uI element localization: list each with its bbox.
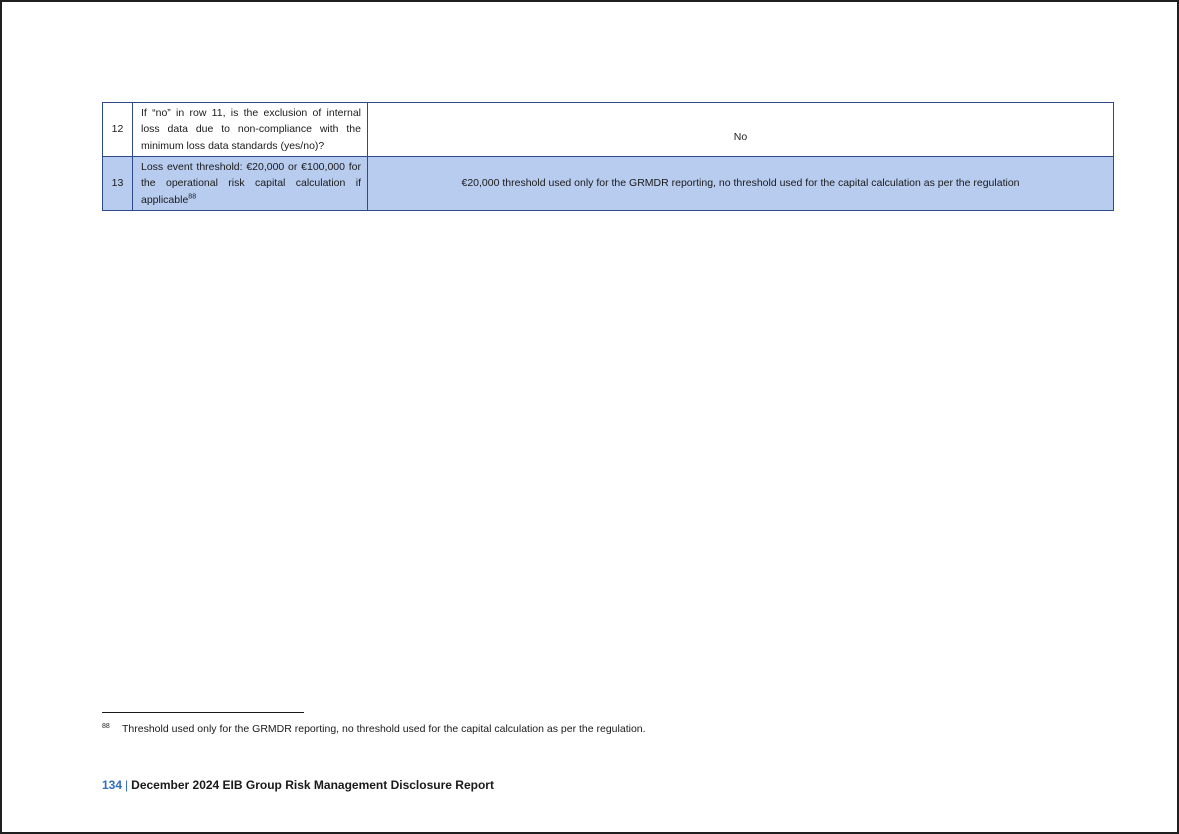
footnote-divider: [102, 712, 304, 713]
page-number: 134: [102, 778, 123, 792]
report-title: December 2024 EIB Group Risk Management Disclosure Report: [131, 778, 494, 792]
row-answer: No: [368, 103, 1114, 157]
footnote-reference: 88: [188, 193, 197, 201]
row-question-text: Loss event threshold: €20,000 or €100,000 for the operational risk capital calculation if applicable: [141, 160, 361, 206]
row-question: [133, 157, 368, 211]
row-answer: €20,000 threshold used only for the GRMDR reporting, no threshold used for the capital calculation as per the regulation: [368, 157, 1114, 211]
footnote: [102, 722, 1002, 736]
table-row: [103, 157, 1114, 211]
operational-risk-table: [102, 102, 1114, 211]
page-footer: [102, 777, 494, 793]
row-question: If “no” in row 11, is the exclusion of internal loss data due to non-compliance with the minimum loss data standards (yes/no)?: [133, 103, 368, 157]
footnote-text: Threshold used only for the GRMDR reporting, no threshold used for the capital calculation as per the regulation.: [122, 723, 646, 735]
footer-separator: |: [125, 778, 129, 792]
table-row: [103, 103, 1114, 157]
row-number: 13: [103, 157, 133, 211]
footnote-mark: 88: [102, 723, 110, 730]
row-number: 12: [103, 103, 133, 157]
